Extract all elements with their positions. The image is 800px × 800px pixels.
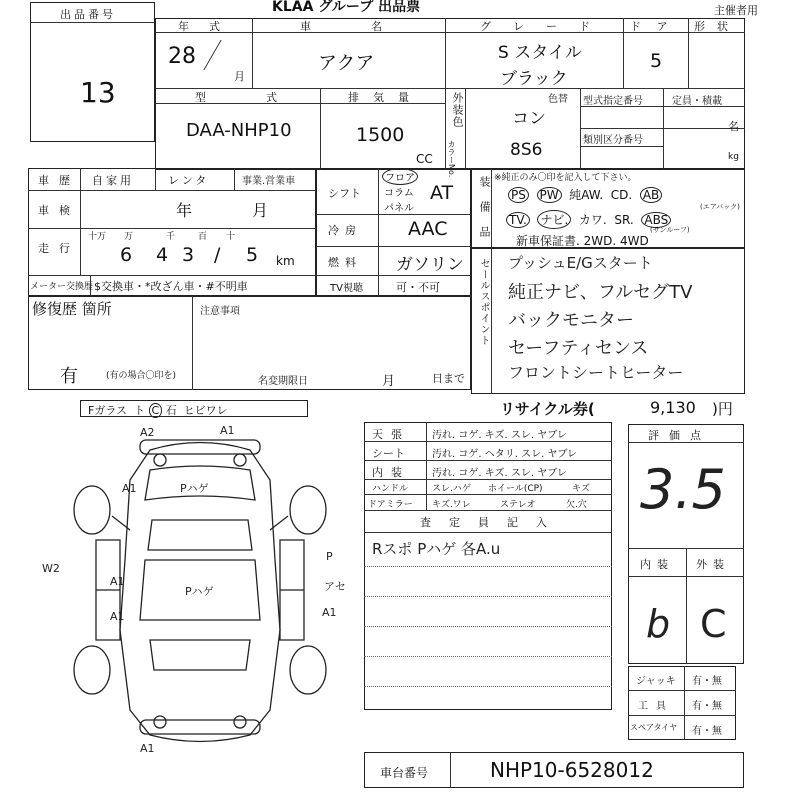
mark-a1-right: A1 (322, 606, 337, 619)
mark-a1-side2: A1 (110, 610, 125, 623)
grade-line2: ブラック (500, 69, 568, 89)
cond-label-2: 内装 (372, 466, 410, 479)
mileage-unit-1: 万 (124, 232, 134, 242)
history-opt-1: 自家用 (92, 174, 134, 187)
mileage-label: 走行 (38, 242, 80, 255)
model-label: 型式 (195, 91, 337, 104)
mileage-unit-2: 千 (166, 232, 176, 242)
capacity-label: 定員・積載 (672, 96, 722, 107)
history-opt-3: 事業.営業車 (242, 176, 296, 187)
shift-opt-panel: パネル (384, 203, 414, 214)
capacity-unit1: 名 (728, 120, 739, 133)
chassis-value: NHP10-6528012 (490, 758, 654, 782)
score-value: 3.5 (640, 458, 726, 521)
doors-label: ドア (630, 20, 684, 33)
equip-row1-sub: (エアバック) (700, 203, 740, 211)
meter-options: $交換車・*改ざん車・#不明車 (94, 280, 248, 293)
lot-box (30, 2, 155, 142)
repair-value: 有 (60, 366, 78, 387)
mark-p-right: P (326, 550, 333, 563)
mark-a2: A2 (140, 426, 155, 439)
equip-row1: PS PW 純AW. CD. AB (508, 186, 662, 203)
color-code-label: カラーNo. (447, 140, 456, 178)
ac-value: AAC (408, 218, 448, 240)
mirror-v3: 欠.穴 (566, 500, 587, 510)
glass-items: Fガラス ト C 石 ヒビワレ (88, 404, 228, 417)
extra-value-1: 有・無 (692, 701, 722, 712)
header-exhibitor: 主催者用 (714, 4, 758, 17)
model-value: DAA-NHP10 (186, 120, 292, 141)
mileage-unit: km (276, 254, 295, 268)
mirror-v2: ステレオ (500, 500, 536, 510)
year-label: 年式 (178, 20, 240, 33)
car-name-value: アクア (318, 52, 375, 74)
tv-label: TV視聴 (330, 283, 363, 294)
type-spec-label: 型式指定番号 (583, 96, 643, 107)
car-name-label: 車名 (300, 20, 442, 33)
score-exterior: C (700, 602, 727, 646)
notes-month: 月 (382, 374, 396, 389)
extra-label-2: スペアタイヤ (630, 723, 678, 732)
mileage-digit-0: 6 (120, 244, 133, 266)
mark-a1-top: A1 (220, 424, 235, 437)
meter-label: メーター交換歴 (30, 282, 94, 292)
year-value: 28 (168, 44, 196, 69)
doors-value: 5 (650, 50, 663, 72)
color-code: 8S6 (510, 140, 543, 160)
type-class-label: 類別区分番号 (583, 135, 643, 146)
fuel-value: ガソリン (396, 255, 464, 275)
notes-day: 日まで (432, 372, 465, 385)
inspection-year: 年 (176, 201, 193, 220)
displacement-unit: CC (416, 152, 433, 166)
lot-label: 出品番号 (60, 8, 116, 21)
color-change-label: 色替 (548, 94, 568, 105)
sales-line-1: プッシュE/Gスタート (508, 254, 653, 272)
cond-text-0: 汚れ. コゲ. キズ. スレ. ヤブレ (432, 430, 567, 441)
history-opt-2: レンタ (168, 174, 210, 187)
mark-phage-roof: Pハゲ (185, 585, 214, 598)
mark-ase-right: アセ (324, 580, 346, 593)
displacement-value: 1500 (356, 124, 405, 146)
recycle-label: リサイクル券( (500, 400, 595, 418)
shift-opt-column: コラム (384, 188, 414, 199)
inspector-note: Rスポ Pハゲ 各A.u (372, 540, 501, 558)
inspector-label: 査定員記入 (420, 516, 565, 529)
history-label: 車歴 (38, 174, 80, 187)
sales-line-2: 純正ナビ、フルセグTV (508, 282, 693, 303)
car-diagram (40, 420, 360, 760)
tv-value: 可・不可 (396, 281, 440, 294)
cond-text-2: 汚れ. コゲ. キズ. スレ. ヤブレ (432, 468, 567, 479)
sales-line-5: フロントシートヒーター (508, 363, 684, 382)
handle-v2: ホイール(CP) (488, 484, 543, 494)
mileage-unit-3: 百 (198, 232, 208, 242)
shift-value: AT (430, 182, 454, 204)
mark-a1-left: A1 (122, 482, 137, 495)
handle-v3: キズ (572, 484, 590, 494)
score-ext-label: 外装 (696, 558, 730, 571)
extra-label-0: ジャッキ (636, 676, 676, 687)
handle-v1: スレ.ハゲ (432, 484, 471, 494)
mirror-label: ドアミラー (368, 500, 413, 510)
year-unit: 月 (234, 70, 245, 83)
header-org: KLAA グループ 出品票 (272, 0, 421, 15)
equip-row2-sub: (サンルーフ) (650, 226, 690, 234)
extra-value-0: 有・無 (692, 676, 722, 687)
sales-label: セールスポイント (478, 258, 489, 346)
extra-value-2: 有・無 (692, 726, 722, 737)
inspection-label: 車検 (38, 204, 80, 217)
color-label: 外装色 (451, 92, 464, 128)
mark-a1-side: A1 (110, 575, 125, 588)
recycle-value: 9,130 (650, 398, 696, 417)
cond-text-1: 汚れ. コゲ. ヘタリ. スレ. ヤブレ (432, 449, 578, 460)
equip-note: ※純正のみ〇印を記入して下さい。 (494, 173, 637, 183)
mileage-digit-3: / (214, 244, 221, 266)
mark-w2: W2 (42, 562, 60, 575)
shift-opt-floor: フロア (382, 168, 418, 185)
cond-label-1: シート (372, 447, 405, 460)
displacement-label: 排気量 (348, 91, 423, 104)
recycle-unit: )円 (712, 400, 733, 418)
grade-line1: S スタイル (498, 43, 582, 63)
score-int-label: 内装 (640, 558, 674, 571)
shape-label: 形状 (694, 20, 740, 33)
mileage-digit-2: 3 (182, 244, 195, 266)
mileage-digit-4: 5 (246, 244, 259, 266)
equip-row2: TV. ナビ. カワ. SR. ABS (506, 210, 671, 229)
color-body: コン (512, 109, 546, 129)
mark-phage-hood: Pハゲ (180, 482, 209, 495)
handle-label: ハンドル (372, 484, 409, 494)
mileage-unit-4: 十 (226, 232, 236, 242)
fuel-label: 燃料 (328, 256, 362, 269)
mileage-unit-0: 十万 (88, 232, 107, 242)
sales-line-4: セーフティセンス (508, 338, 649, 359)
equip-row3: 新車保証書. 2WD. 4WD (516, 234, 649, 248)
mileage-digit-1: 4 (156, 244, 169, 266)
grade-label: グレード (480, 20, 612, 33)
inspection-month: 月 (252, 201, 269, 220)
chassis-label: 車台番号 (380, 766, 429, 780)
lot-number: 13 (80, 76, 116, 109)
mark-a1-bottom: A1 (140, 742, 155, 755)
notes-deadline: 名変期限日 (258, 376, 308, 387)
score-interior: b (646, 602, 671, 646)
notes-label: 注意事項 (200, 306, 240, 317)
mirror-v1: キズ.ワレ (432, 500, 471, 510)
cond-label-0: 天張 (372, 428, 410, 441)
sales-line-3: バックモニター (508, 310, 634, 331)
repair-label: 修復歴 箇所 (32, 300, 112, 318)
shift-label: シフト (328, 187, 361, 200)
extra-label-1: 工具 (638, 701, 674, 712)
ac-label: 冷房 (328, 224, 362, 237)
repair-note: (有の場合〇印を) (106, 371, 177, 381)
equip-label: 装備品 (478, 176, 491, 251)
capacity-unit2: kg (728, 152, 739, 162)
score-label: 評価点 (648, 429, 711, 442)
